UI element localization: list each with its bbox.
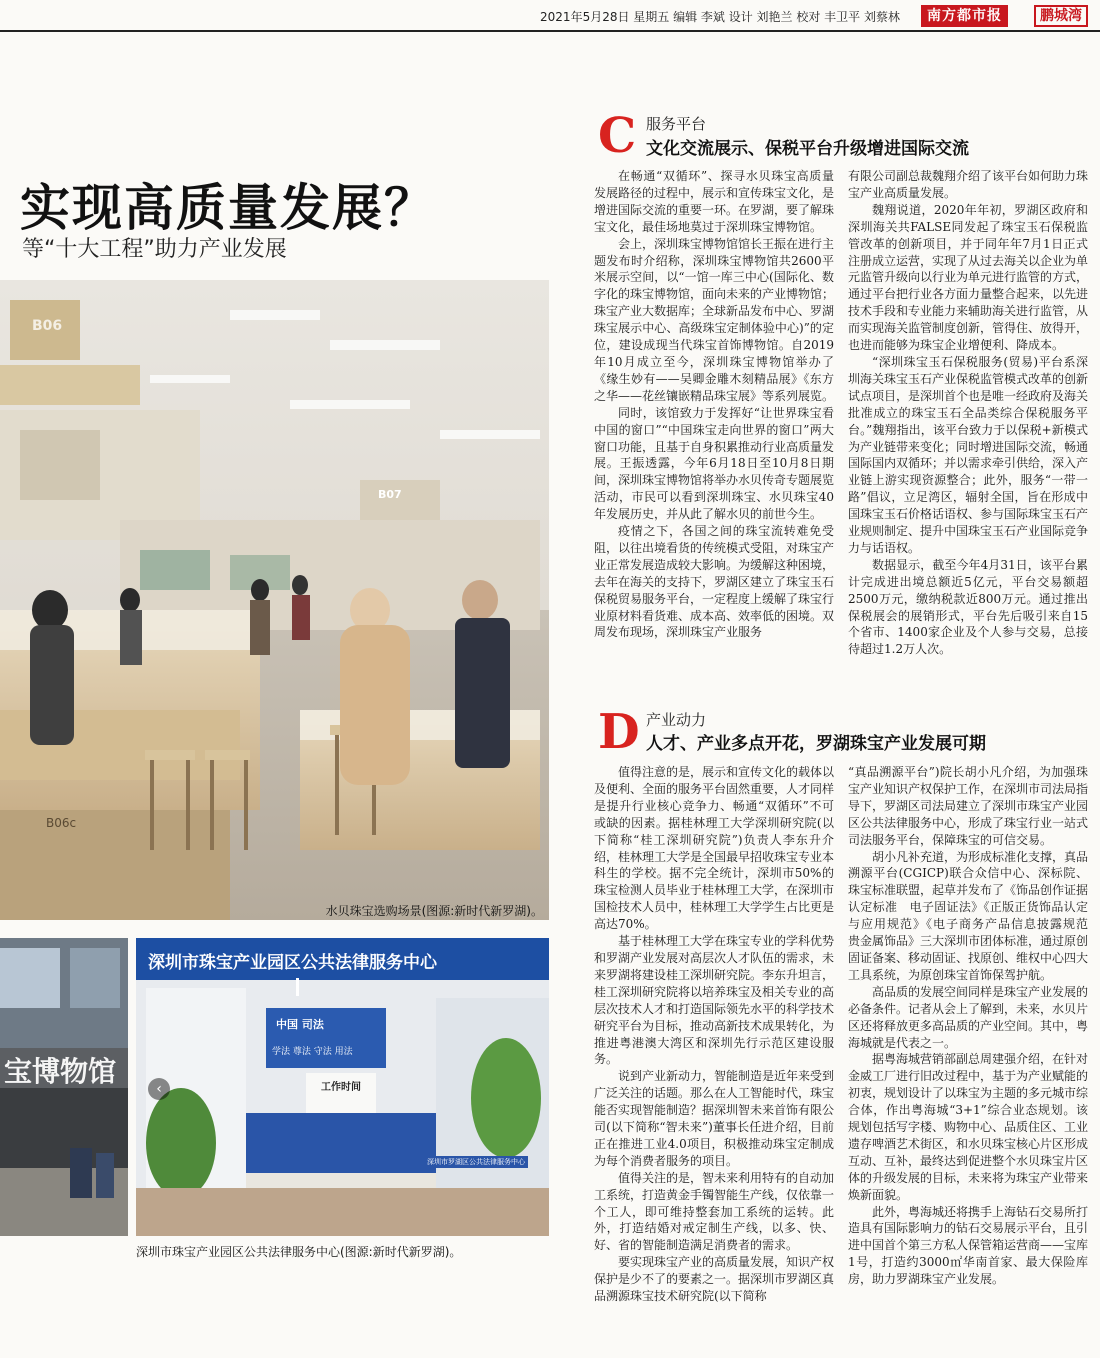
photo-caption: 深圳市珠宝产业园区公共法律服务中心(图源:新时代新罗湖)。 [136,1245,462,1259]
jewelry-shopping-photo [0,280,549,920]
section-d-column-2 [848,764,1100,1354]
page-subtitle: 等“十大工程”助力产业发展 [22,237,287,262]
paragraph: 值得关注的是，智未来利用特有的自动加工系统，打造黄金手镯智能生产线，仅依靠一个工人，即可维持整套加工系统的运转。此外，打造结婚对戒定制生产线，以多、快、好、省的智能制造满足消费者的需求。 [594,1170,835,1253]
section-letter: D [598,704,640,760]
museum-exterior-photo [0,938,128,1236]
paragraph: 要实现珠宝产业的高质量发展，知识产权保护是少不了的要素之一。据深圳市罗湖区真品溯源珠宝技术研究院(以下简称 [594,1255,835,1304]
paragraph: 胡小凡补充道，为形成标准化支撑，真品溯源平台(CGICP)联合众信中心、深标院、珠宝标准联盟，起草并发布了《饰品创作证据认定标准 电子固证法》《正版正货饰品认定与应用规范》《电子商务产品信息披露规范 贵金属饰品》三大深圳市团体标准，通过原创固证备案、移动固证、找原创、维权中心四大工具系统，为原创珠宝首饰保驾护航。 [848,849,1100,982]
museum-sign: 宝博物馆 [4,1055,117,1088]
paragraph: 疫情之下，各国之间的珠宝流转难免受阻，以往出境看货的传统模式受阻，对珠宝产业正常发展造成较大影响。为缓解这种困境，去年在海关的支持下，罗湖区建立了珠宝玉石保税贸易服务平台，一定程度上缓解了珠宝行业原材料看货难、成本高、效率低的困境。双周发布现场，深圳珠宝产业服务 [594,524,835,640]
section-heading: 文化交流展示、保税平台升级增进国际交流 [646,139,969,159]
section-c-column-1 [594,168,834,678]
header-rule [0,30,1100,32]
section-kicker: 服务平台 [646,115,707,133]
paragraph: 值得注意的是，展示和宣传文化的载体以及便利、全面的服务平台固然重要，人才同样是提升行业核心竞争力、畅通“双循环”不可或缺的因素。据桂林理工大学深圳研究院(以下简称“桂工深圳研究院”)负责人李东升介绍，桂林理工大学是全国最早招收珠宝专业本科生的学校。据不完全统计，深圳市50%的珠宝检测人员毕业于桂林理工大学，在深圳市国检技术人员中，桂林理工大学学生占比更是高达70%。 [594,765,835,932]
court-motto: 学法 尊法 守法 用法 [272,1047,353,1057]
legal-service-center-photo [136,938,549,1236]
section-kicker: 产业动力 [646,711,707,729]
photo-caption: 水贝珠宝选购场景(图源:新时代新罗湖)。 [325,904,543,918]
paragraph: 说到产业新动力，智能制造是近年来受到广泛关注的话题。那么在人工智能时代，珠宝能否实现智能制造？据深圳智未来首饰有限公司(以下简称“智未来”)董事长任进介绍，目前正在推进工业4.0项目，积极推动珠宝定制成为每个消费者服务的项目。 [594,1069,835,1168]
paragraph: 会上，深圳珠宝博物馆馆长王振在进行主题发布时介绍称，深圳珠宝博物馆共2600平米展示空间，以“一馆一库三中心(国际化、数字化的珠宝博物馆，面向未来的产业博物馆；珠宝产业大数据库；全球新品发布中心、罗湖珠宝展示中心、高级珠宝定制体验中心)”的定位，建设成现当代珠宝首饰博物馆。自2019年10月成立至今，深圳珠宝博物馆举办了《缘生妙有——吴卿金雕木刻精品展》《东方之华——花丝镶嵌精品珠宝展》等系列展览。 [594,236,835,403]
paragraph: 此外，粤海城还将携手上海钻石交易所打造具有国际影响力的钻石交易展示平台，且引进中国首个第三方私人保管箱运营商——宝库1号，打造约3000㎡华南首家、最大保险库房，助力罗湖珠宝产业发展。 [848,1204,1089,1287]
newspaper-logo: 南方都市报 [921,5,1008,27]
section-d-column-1 [594,764,834,1354]
page-title: 实现高质量发展？ [20,179,436,237]
paragraph: “深圳珠宝玉石保税服务(贸易)平台系深圳海关珠宝玉石产业保税监管模式改革的创新试点项目，是深圳首个也是唯一经政府及海关批准成立的珠宝玉石全品类综合保税服务平台。”魏翔指出，该平台致力于以保税+新模式为产业链带来变化；同时增进国际交流，畅通国际国内双循环；并以需求牵引供给，深入产业链上游实现资源整合；此外，服务“一带一路”倡议，立足湾区，辐射全国，旨在形成中国珠宝玉石价格话语权、参与国际珠宝玉石产业规则制定、提升中国珠宝玉石产业国际竞争力与话语权。 [848,354,1089,555]
section-letter: C [598,108,637,164]
wall-sign: 深圳市罗湖区公共法律服务中心 [424,1156,528,1168]
paragraph: 据粤海城营销部副总周建强介绍，在针对金威工厂进行旧改过程中，基于为产业赋能的初衷，规划设计了以珠宝为主题的多元城市综合体，作出粤海城“3+1”综合业态规划。该规划包括写字楼、购物中心、品质住区、工业遗存啤酒艺术街区，和水贝珠宝核心片区形成互动、互补，最终达到促进整个水贝珠宝片区体的升级发展的目标，未来将为珠宝产业带来焕新面貌。 [848,1052,1089,1202]
desk-sign: 工作时间 [321,1082,361,1093]
section-heading: 人才、产业多点开花，罗湖珠宝产业发展可期 [646,734,986,754]
section-c-column-2 [848,168,1088,678]
paragraph: 有限公司副总裁魏翔介绍了该平台如何助力珠宝产业高质量发展。 [848,169,1089,200]
paragraph: 数据显示，截至今年4月31日，该平台累计完成进出境总额近5亿元，平台交易额超2500万元，缴纳税款近800万元。通过推出保税展会的展销形式，平台先后吸引来自15个省市、1400家企业及个人参与交易，总接待超过1.2万人次。 [848,557,1088,657]
court-logo: 中国 司法 [276,1018,324,1031]
issue-meta: 2021年5月28日 星期五 编辑 李斌 设计 刘艳兰 校对 丰卫平 刘蔡林 [540,10,900,24]
paragraph: 魏翔说道，2020年年初，罗湖区政府和深圳海关共FALSE同发起了珠宝玉石保税监管改革的创新项目，并于同年年7月1日正式注册成立运营，实现了从过去海关以企业为单元监管升级向以行业为单元进行监管的方式，通过平台把行业各方面力量整合起来，以先进技术手段和专业能力来辅助海关进行监管，从而实现海关监管制度创新，管得住、放得开，也进而能够为珠宝企业增便利、降成本。 [848,202,1089,353]
paragraph: 高品质的发展空间同样是珠宝产业发展的必备条件。记者从会上了解到，未来，水贝片区还将释放更多高品质的产业空间。其中，粤海城就是代表之一。 [848,984,1089,1050]
page-header [0,0,1100,32]
paragraph: “真品溯源平台”)院长胡小凡介绍，为加强珠宝产业知识产权保护工作，在深圳市司法局指导下，罗湖区司法局建立了深圳市珠宝产业园区公共法律服务中心，形成了珠宝行业一站式司法服务平台，保障珠宝的可信交易。 [848,765,1089,847]
chevron-left-icon: ‹ [148,1078,170,1100]
center-sign: 深圳市珠宝产业园区公共法律服务中心 [148,953,437,973]
paragraph: 基于桂林理工大学在珠宝专业的学科优势和罗湖产业发展对高层次人才队伍的需求，未来罗湖将建设桂工深圳研究院。李东升坦言，桂工深圳研究院将以培养珠宝及相关专业的高层次技术人才和打造国际领先水平的科学技术研究平台为目标，推动高新技术成果转化，为推进粤港澳大湾区和深圳先行示范区建设服务。 [594,934,835,1067]
paragraph: 在畅通“双循环”、探寻水贝珠宝高质量发展路径的过程中，展示和宣传珠宝文化，是增进国际交流的重要一环。在罗湖，要了解珠宝文化，最佳场地莫过于深圳珠宝博物馆。 [594,169,835,234]
paragraph: 同时，该馆致力于发挥好“让世界珠宝看中国的窗口”“中国珠宝走向世界的窗口”两大窗口功能，且基于自身积累推动行业高质量发展。王振透露，今年6月18日至10月8日期间，深圳珠宝博物馆将举办水贝传奇专题展览活动，市民可以看到深圳珠宝、水贝珠宝40年发展历史，并从此了解水贝的前世今生。 [594,405,835,522]
booth-label: B07 [378,488,402,501]
booth-label: B06c [46,816,77,830]
booth-label: B06 [32,318,63,334]
column-logo: 鹏城湾 [1034,5,1088,27]
